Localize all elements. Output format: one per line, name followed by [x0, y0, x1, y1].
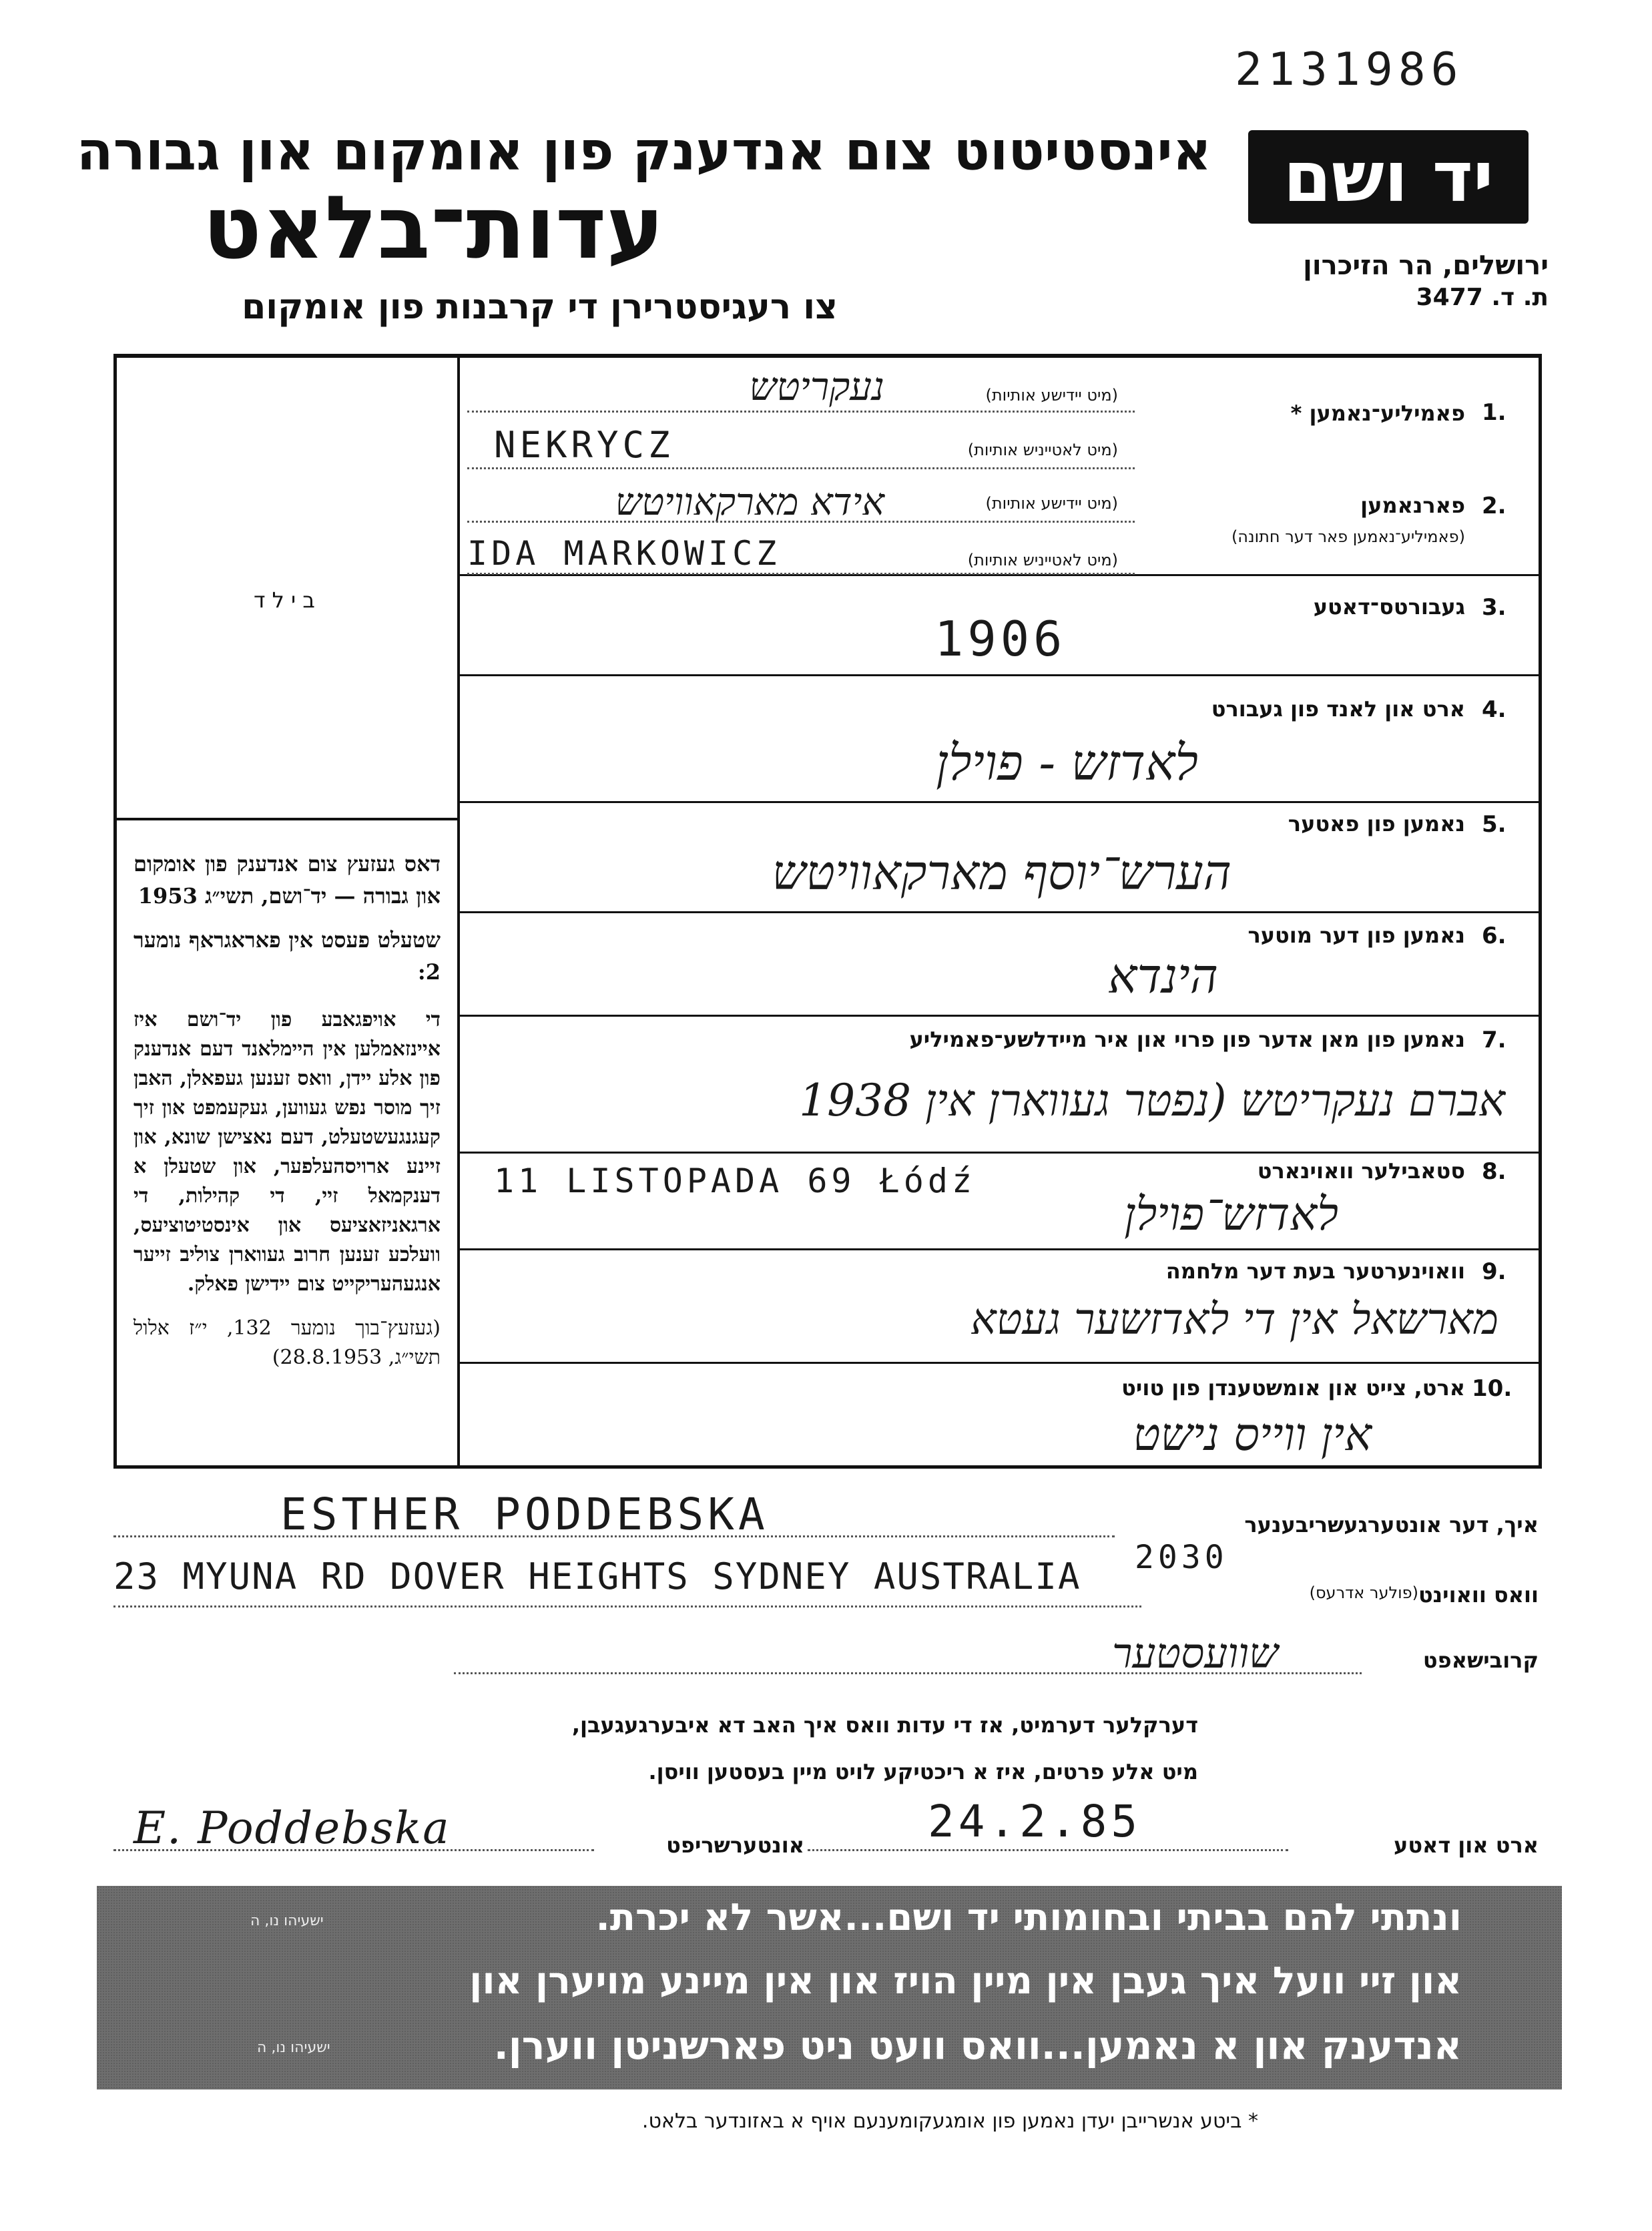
document-number: 2131986 — [1235, 43, 1464, 96]
field-3-number: 3. — [1482, 594, 1506, 621]
side-note — [133, 848, 441, 1373]
informant-address-value[interactable]: 23 MYUNA RD DOVER HEIGHTS SYDNEY AUSTRALIA — [113, 1555, 1081, 1597]
paragraph-reference: שטעלט פעסט אין פאראגראף נומער 2: — [133, 927, 441, 985]
informant-postcode[interactable]: 2030 — [1135, 1539, 1228, 1576]
field-3-value[interactable]: 1906 — [934, 611, 1067, 667]
field-5-value[interactable]: הערש־יוסף מארקאוויטש — [772, 844, 1231, 901]
form-subtitle: צו רעגיסטרירן די קרבנות פון אומקום — [242, 287, 838, 327]
field-2-label: פארנאמען — [1360, 493, 1465, 518]
field-3-label: געבורטס־דאטע — [1313, 594, 1465, 619]
field-1-number: 1. — [1482, 399, 1506, 426]
declaration-line-2: מיט אלע פרטים, איז א ריכטיקע לויט מיין בעסטען וויסן. — [648, 1759, 1198, 1784]
field-9-number: 9. — [1482, 1258, 1506, 1285]
address-line-2: ת. ד. 3477 — [1416, 284, 1549, 311]
field-1-value-latin[interactable]: NEKRYCZ — [494, 424, 674, 466]
field-7-value[interactable]: אברם נעקריטש (נפטר געווארן אין 1938 — [799, 1075, 1505, 1126]
field-10-value[interactable]: אין ווייס נישט — [1133, 1409, 1372, 1461]
yad-vashem-logo — [1248, 130, 1529, 224]
quote-banner — [97, 1886, 1562, 2089]
field-9-value[interactable]: מארשאל אין די לאדזשער געטא — [971, 1295, 1498, 1344]
informant-address-note: (פולער אדרעס) — [1309, 1583, 1418, 1602]
field-2-label-note: (פאמיליע־נאמען פאר דער חתונה) — [1231, 527, 1465, 546]
field-10-number: 10. — [1472, 1375, 1512, 1402]
logo-text: יד ושם — [1283, 136, 1494, 218]
signature-value[interactable]: E. Poddebska — [133, 1802, 451, 1854]
informant-address-label: וואס וואוינט — [1418, 1582, 1539, 1607]
banner-line-1-ref: ישעיהו נו, ה — [250, 1913, 324, 1929]
banner-line-1: ונתתי להם בביתי ובחומותי יד ושם...אשר לא יכרת. — [595, 1896, 1462, 1939]
date-value[interactable]: 24.2.85 — [928, 1796, 1142, 1847]
field-2-sub-yiddish: (מיט יידישע אותיות) — [985, 494, 1118, 513]
field-8-value-latin[interactable]: 11 LISTOPADA 69 Łódź — [494, 1162, 977, 1200]
field-8-value-yiddish[interactable]: לאדזש־פוילן — [1124, 1188, 1338, 1241]
field-5-number: 5. — [1482, 811, 1506, 838]
address-line-1: ירושלים, הר הזיכרון — [1303, 250, 1549, 281]
field-4-number: 4. — [1482, 696, 1506, 723]
field-4-value[interactable]: לאדזש - פוילן — [936, 734, 1198, 792]
field-6-label: נאמען פון דער מוטער — [1248, 923, 1465, 948]
field-2-value-latin[interactable]: IDA MARKOWICZ — [467, 534, 781, 573]
field-1-sub-latin: (מיט לאטייניש אותיות) — [967, 441, 1118, 459]
relation-label: קרובישאפט — [1422, 1648, 1539, 1673]
law-title: דאס געזעץ צום אנדענק פון אומקום און גבורה — יד־ושם, תשי״ג 1953 — [133, 851, 441, 909]
field-2-sub-latin: (מיט לאטייניש אותיות) — [967, 551, 1118, 569]
field-7-label: נאמען פון מאן אדער פון פרוי און איר מיידלשע־פאמיליע — [909, 1027, 1465, 1052]
form-title: עדות־בלאט — [202, 177, 664, 278]
banner-line-3: אנדענק און א נאמען...וואס וועט ניט פארשניטן ווערן. — [493, 2023, 1462, 2068]
law-citation: (געזעץ־בוך נומער 132, י״ז אלול תשי״ג, 28.8.1953) — [133, 1316, 441, 1369]
field-2-value-yiddish[interactable]: אידא מארקאוויטש — [615, 481, 884, 524]
field-6-value[interactable]: הינדא — [1108, 948, 1218, 1004]
field-8-label: סטאבילער וואוינארט — [1257, 1158, 1465, 1184]
date-label: ארט און דאטע — [1394, 1832, 1539, 1858]
field-4-label: ארט און לאנד פון געבורט — [1211, 696, 1465, 722]
field-2-number: 2. — [1482, 493, 1506, 519]
informant-name-value[interactable]: ESTHER PODDEBSKA — [280, 1489, 769, 1540]
banner-line-2: און זיי וועל איך געבן אין מיין הויז און אין מיינע מויערן און — [469, 1959, 1462, 2003]
declaration-line-1: דערקלער דערמיט, אז די עדות וואס איך האב דא איבערגעגעבן, — [571, 1712, 1198, 1738]
field-8-number: 8. — [1482, 1158, 1506, 1185]
relation-value[interactable]: שוועסטער — [1112, 1629, 1278, 1678]
field-7-number: 7. — [1482, 1027, 1506, 1053]
field-1-value-yiddish[interactable]: נעקריטש — [749, 364, 884, 409]
field-6-number: 6. — [1482, 923, 1506, 949]
field-10-label: ארט, צייט און אומשטענדן פון טויט — [1121, 1375, 1465, 1401]
banner-line-3-ref: ישעיהו נו, ה — [257, 2039, 330, 2056]
institute-name: אינסטיטוט צום אנדענק פון אומקום און גבורה — [76, 120, 1211, 182]
law-quote: די אויפגאבע פון יד־ושם איז איינזאמלען אין היימלאנד דעם אנדענק פון אלע יידן, וואס זענען געפאלן, האבן זיך מוסר נפש געווען, געקעמפט און זיך קעגנגעשטעלט, דעם נאצישן שונא, און זיינע ארויסהעלפער, און שטעלן א דענקמאל זיי, די קהילות, די ארגאניזאציעס און אינסטיטוציעס, וועלכע זענען חרוב געווארן צוליב זייער אנגעהעריקייט צום יידישן פאלק. — [133, 1008, 441, 1296]
informant-name-label: איך, דער אונטערגעשריבענער — [1244, 1512, 1539, 1537]
footnote: * ביטע אנשרייבן יעדן נאמען פון אומגעקומענעם אויף א באזונדער בלאט. — [641, 2110, 1258, 2133]
photo-label: ב י ל ד — [254, 587, 315, 613]
field-1-sub-yiddish: (מיט יידישע אותיות) — [985, 386, 1118, 405]
signature-label: אונטערשריפט — [666, 1832, 804, 1858]
field-1-label: פאמיליע־נאמען * — [1290, 401, 1465, 426]
field-5-label: נאמען פון פאטער — [1288, 811, 1465, 836]
field-9-label: וואוינערטער בעת דער מלחמה — [1165, 1258, 1465, 1284]
